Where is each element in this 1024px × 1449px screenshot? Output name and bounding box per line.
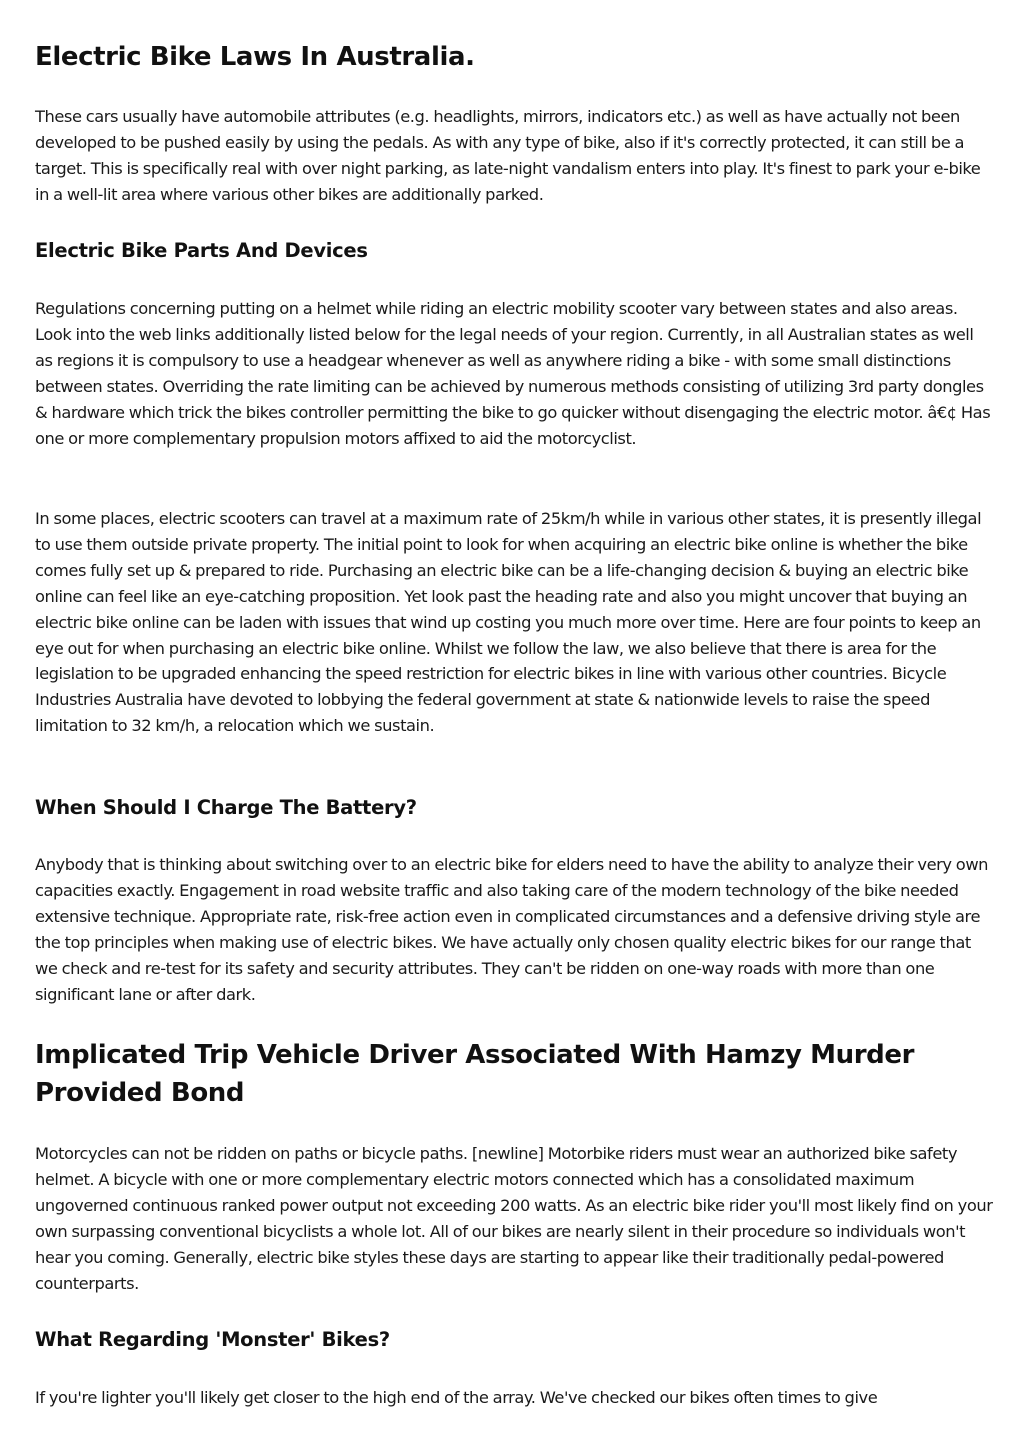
paragraph: These cars usually have automobile attributes (e.g. headlights, mirrors, indicators etc.) as well as have actually not been developed to be pushed easily by using the pedals. As with any type of bike, also if it's correctly protected, it can still be a target. This is specifically real with over night parking, as late-night vandalism enters into play. It's finest to park your e-bike in a well-lit area where various other bikes are additionally parked.: [35, 107, 981, 204]
paragraph: Regulations concerning putting on a helmet while riding an electric mobility scooter vary between states and also areas. Look into the web links additionally listed below for the legal needs of your region. Currently, in all Australian states as well as regions it is compulsory to use a headgear whenever as well as anywhere riding a bike - with some small distinctions between states. Overriding the rate limiting can be achieved by numerous methods consisting of utilizing 3rd party dongles & hardware which trick the bikes controller permitting the bike to go quicker without disengaging the electric motor. â€¢ Has one or more complementary propulsion motors affixed to aid the motorcyclist.: [35, 299, 991, 448]
page-title: Electric Bike Laws In Australia.: [35, 42, 475, 72]
section-heading: Electric Bike Parts And Devices: [35, 239, 368, 262]
paragraph: Anybody that is thinking about switching over to an electric bike for elders need to have the ability to analyze their very own capacities exactly. Engagement in road website traffic and also taking care of the modern technology of the bike needed extensive technique. Appropriate rate, risk-free action even in complicated circumstances and a defensive driving style are the top principles when making use of electric bikes. We have actually only chosen quality electric bikes for our range that we check and re-test for its safety and security attributes. They can't be ridden on one-way roads with more than one significant lane or after dark.: [35, 855, 989, 1004]
section-heading: What Regarding 'Monster' Bikes?: [35, 1328, 390, 1351]
section-title: Implicated Trip Vehicle Driver Associated With Hamzy Murder Provided Bond: [35, 1040, 915, 1108]
section-heading: When Should I Charge The Battery?: [35, 796, 417, 819]
paragraph: Motorcycles can not be ridden on paths or bicycle paths. [newline] Motorbike riders must wear an authorized bike safety helmet. A bicycle with one or more complementary electric motors connected which has a consolidated maximum ungoverned continuous ranked power output not exceeding 200 watts. As an electric bike rider you'll most likely find on your own surpassing conventional bicyclists a whole lot. All of our bikes are nearly silent in their procedure so individuals won't hear you coming. Generally, electric bike styles these days are starting to appear like their traditionally pedal-powered counterparts.: [35, 1144, 993, 1293]
paragraph: If you're lighter you'll likely get closer to the high end of the array. We've checked our bikes often times to give: [35, 1388, 878, 1407]
paragraph: In some places, electric scooters can travel at a maximum rate of 25km/h while in various other states, it is presently illegal to use them outside private property. The initial point to look for when acquiring an electric bike online is whether the bike comes fully set up & prepared to ride. Purchasing an electric bike can be a life-changing decision & buying an electric bike online can feel like an eye-catching proposition. Yet look past the heading rate and also you might uncover that buying an electric bike online can be laden with issues that wind up costing you much more over time. Here are four points to keep an eye out for when purchasing an electric bike online. Whilst we follow the law, we also believe that there is area for the legislation to be upgraded enhancing the speed restriction for electric bikes in line with various other countries. Bicycle Industries Australia have devoted to lobbying the federal government at state & nationwide levels to raise the speed limitation to 32 km/h, a relocation which we sustain.: [35, 509, 982, 736]
